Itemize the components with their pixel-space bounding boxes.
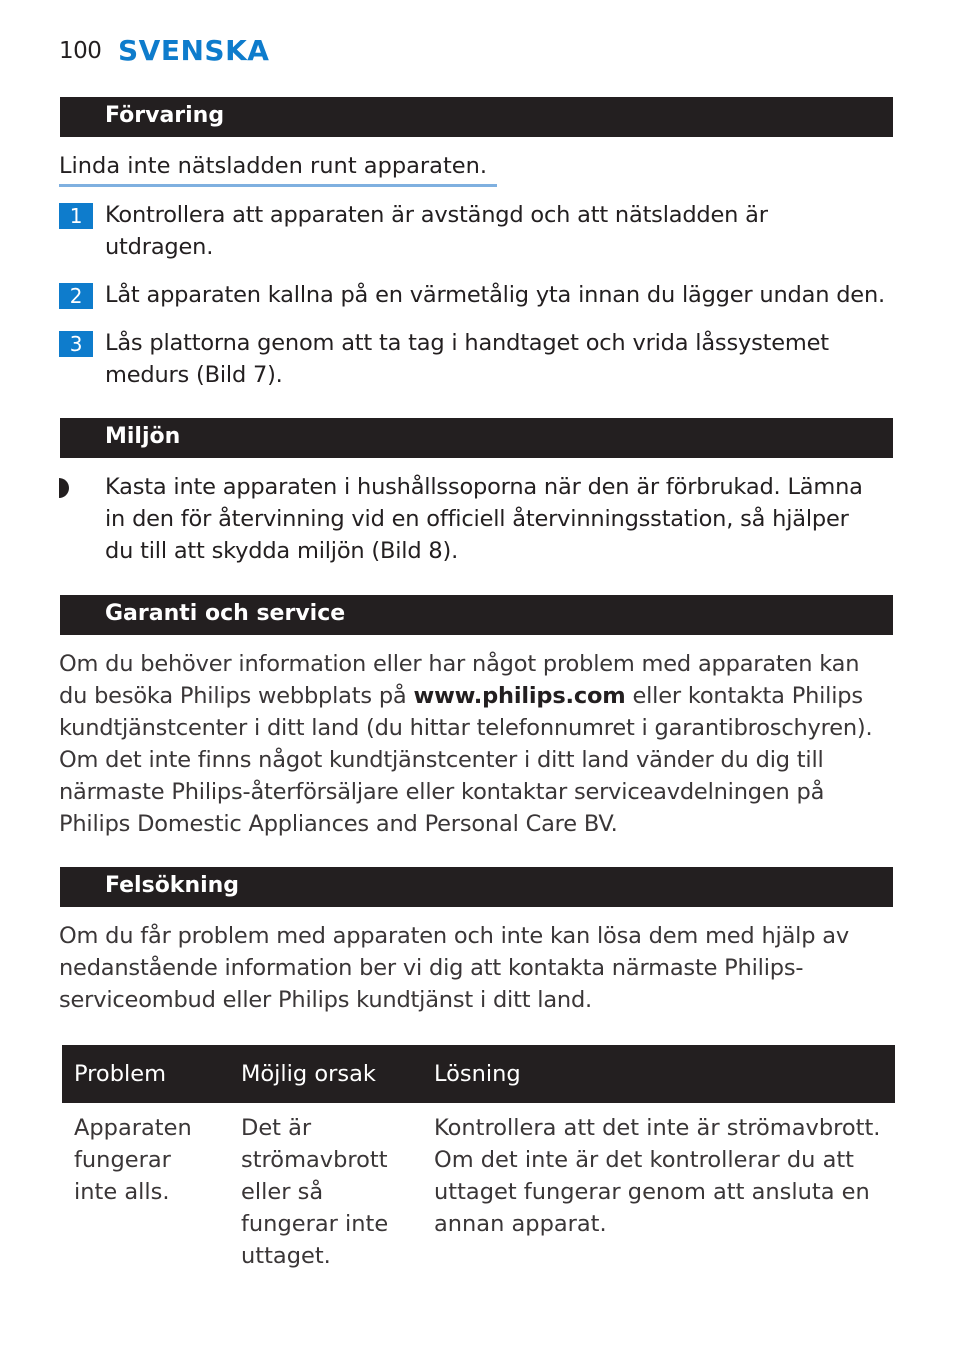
section-header-storage (60, 97, 893, 137)
cell-line: Apparaten (74, 1115, 192, 1141)
text-line: Kasta inte apparaten i hushållssoporna när den är förbrukad. Lämna (105, 474, 863, 500)
step-number-badge: 1 (59, 203, 93, 229)
section-title: Felsökning (105, 873, 240, 898)
cell-line: uttaget fungerar genom att ansluta en (434, 1179, 870, 1205)
philips-website-link[interactable]: www.philips.com (413, 683, 626, 709)
step-text-line: Lås plattorna genom att ta tag i handtaget och vrida låssystemet (105, 330, 829, 356)
cell-line: strömavbrott (241, 1147, 388, 1173)
page-number: 100 (59, 38, 102, 64)
cell-cause (241, 1112, 426, 1272)
step-text-line: utdragen. (105, 234, 214, 260)
step-text (105, 199, 905, 263)
section-header-troubleshooting (60, 867, 893, 907)
column-header-problem: Problem (74, 1061, 166, 1087)
table-header-row (62, 1045, 895, 1103)
step-text (105, 279, 905, 311)
text-line: Philips Domestic Appliances and Personal Care BV. (59, 811, 618, 837)
cell-line: inte alls. (74, 1179, 170, 1205)
text-line: närmaste Philips-återförsäljare eller kontaktar serviceavdelningen på (59, 779, 825, 805)
text-line: kundtjänstcenter i ditt land (du hittar telefonnumret i garantibroschyren). (59, 715, 873, 741)
step-text (105, 327, 905, 391)
cell-line: fungerar (74, 1147, 171, 1173)
section-header-environment (60, 418, 893, 458)
bullet-text (105, 471, 905, 567)
section-title: Garanti och service (105, 601, 346, 626)
text-line: Om det inte finns något kundtjänstcenter i ditt land vänder du dig till (59, 747, 824, 773)
step-text-line: Låt apparaten kallna på en värmetålig yta innan du lägger undan den. (105, 282, 885, 308)
step-text-line: medurs (Bild 7). (105, 362, 283, 388)
text-span: eller kontakta Philips (625, 683, 863, 709)
step-number-badge: 2 (59, 283, 93, 309)
cell-line: uttaget. (241, 1243, 331, 1269)
text-line (59, 680, 909, 712)
column-header-cause: Möjlig orsak (241, 1061, 376, 1087)
text-line: nedanstående information ber vi dig att kontakta närmaste Philips- (59, 955, 804, 981)
cell-solution (434, 1112, 904, 1240)
cell-line: Om det inte är det kontrollerar du att (434, 1147, 855, 1173)
bullet-half-circle-icon (59, 478, 69, 498)
cell-line: fungerar inte (241, 1211, 389, 1237)
cell-line: eller så (241, 1179, 324, 1205)
cell-problem (74, 1112, 234, 1208)
section-title: Förvaring (105, 103, 225, 128)
cell-line: Kontrollera att det inte är strömavbrott. (434, 1115, 881, 1141)
tip-note: Linda inte nätsladden runt apparaten. (59, 150, 497, 187)
text-line: du till att skydda miljön (Bild 8). (105, 538, 459, 564)
text-line: serviceombud eller Philips kundtjänst i ditt land. (59, 987, 593, 1013)
language-title: SVENSKA (118, 34, 270, 67)
section-title: Miljön (105, 424, 181, 449)
cell-line: annan apparat. (434, 1211, 607, 1237)
cell-line: Det är (241, 1115, 312, 1141)
column-header-solution: Lösning (434, 1061, 521, 1087)
troubleshooting-intro (59, 920, 909, 1016)
section-header-guarantee (60, 595, 893, 635)
guarantee-paragraph (59, 648, 909, 840)
step-text-line: Kontrollera att apparaten är avstängd och att nätsladden är (105, 202, 768, 228)
text-line: Om du behöver information eller har något problem med apparaten kan (59, 651, 860, 677)
text-line: in den för återvinning vid en officiell återvinningsstation, så hjälper (105, 506, 849, 532)
text-line: Om du får problem med apparaten och inte kan lösa dem med hjälp av (59, 923, 849, 949)
text-span: du besöka Philips webbplats på (59, 683, 414, 709)
step-number-badge: 3 (59, 331, 93, 357)
